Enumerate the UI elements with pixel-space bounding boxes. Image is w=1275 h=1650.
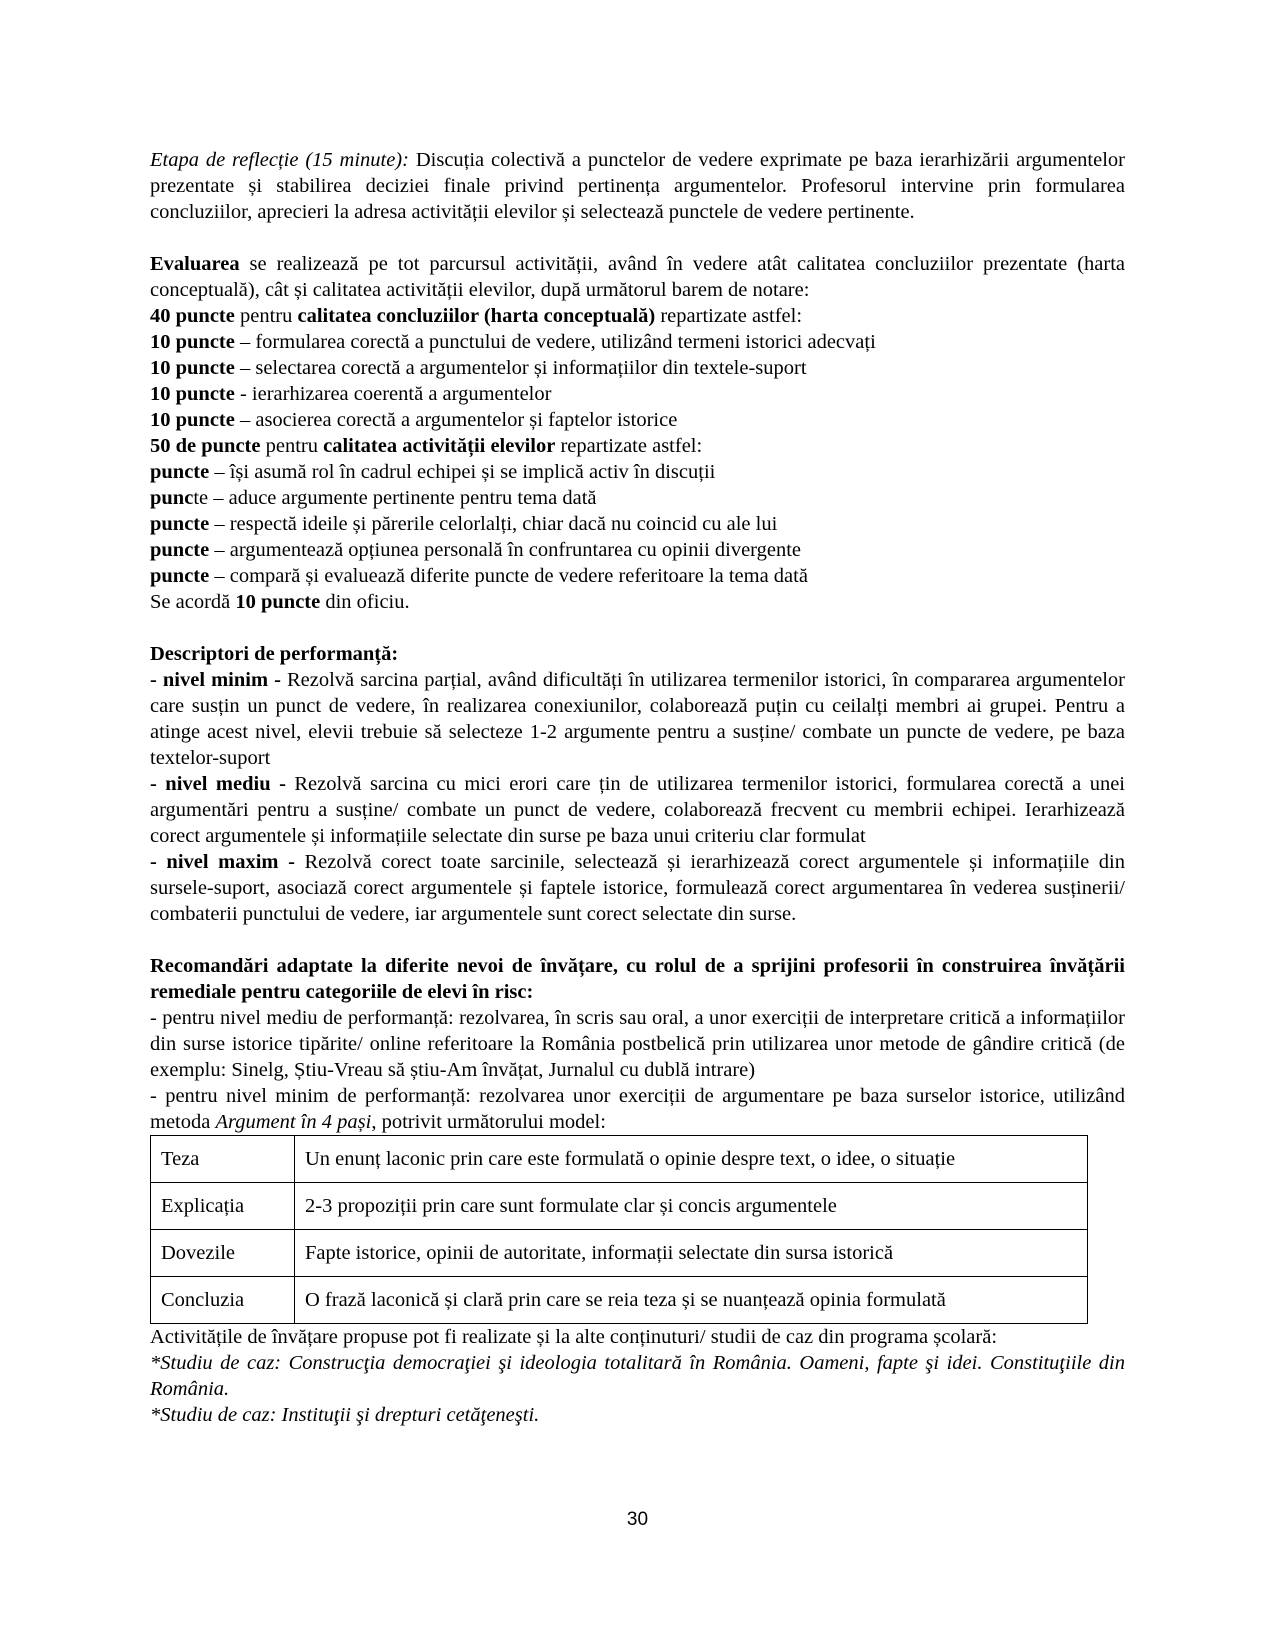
group1-criterion: calitatea concluziilor (harta conceptuală) [297, 305, 656, 327]
item-text: – argumentează opțiunea personală în confruntarea cu opinii divergente [209, 539, 802, 561]
descriptors-heading [150, 641, 1125, 667]
table-cell-description: Un enunț laconic prin care este formulată o opinie despre text, o idee, o situație [295, 1136, 1088, 1183]
descriptor-maxim-text: Rezolvă corect toate sarcinile, selectează și ierarhizează corect argumentele și informațiile din sursele-suport, asociază corect argumentele și faptele istorice, formulează corect argumentarea în vederea susținerii/ combaterii punctului de vedere, iar argumentele sunt corect selectate din surse. [150, 851, 1125, 925]
table-cell-description: O frază laconică și clară prin care se reia teza și se nuanțează opinia formulată [295, 1277, 1088, 1324]
recommendation-minim-method: Argument în 4 pași [215, 1111, 372, 1133]
item-text: te – aduce argumente pertinente pentru tema dată [193, 487, 597, 509]
group2-criterion: calitatea activității elevilor [323, 435, 556, 457]
table-row [151, 1277, 1088, 1324]
recommendation-minim-pre: - pentru nivel minim de performanță: rezolvarea unor exerciții de argumentare pe baza surselor istorice, utilizând metoda [150, 1085, 1125, 1133]
item-text: – selectarea corectă a argumentelor și informațiilor din textele-suport [234, 357, 807, 379]
table-row [151, 1230, 1088, 1277]
table-cell-term: Concluzia [151, 1277, 295, 1324]
item-points: puncte [150, 461, 210, 483]
reflection-paragraph [150, 147, 1125, 225]
descriptor-maxim-label: - nivel maxim - [150, 851, 295, 873]
group2-heading [150, 433, 1125, 459]
document-page [150, 147, 1125, 1428]
office-points: 10 puncte [235, 591, 321, 613]
descriptor-mediu [150, 771, 1125, 849]
descriptor-minim-text: Rezolvă sarcina parțial, având dificultăți în utilizarea termenilor istorici, în compararea argumentelor care susțin un punct de vedere, în realizarea conexiunilor, colaborează puțin cu ceilalți membri ai grupei. Pentru a atinge acest nivel, elevii trebuie să selecteze 1-2 argumente pentru a susține/ combate un puncte de vedere, pe baza textelor-suport [150, 669, 1125, 769]
item-points: 10 puncte [150, 409, 235, 431]
item-text: – își asumă rol în cadrul echipei și se implică activ în discuții [209, 461, 716, 483]
office-points-line [150, 589, 1125, 615]
group2-tail: repartizate astfel: [555, 435, 703, 457]
item-points: puncte [150, 565, 210, 587]
list-item [150, 381, 1125, 407]
item-text: – compară și evaluează diferite puncte de vedere referitoare la tema dată [209, 565, 808, 587]
item-points: puncte [150, 513, 210, 535]
descriptor-minim [150, 667, 1125, 771]
argument-table [150, 1135, 1088, 1324]
descriptor-maxim [150, 849, 1125, 927]
group1-heading [150, 303, 1125, 329]
list-item [150, 407, 1125, 433]
item-points: 10 puncte [150, 357, 235, 379]
recommendations-heading-text: Recomandări adaptate la diferite nevoi de învățare, cu rolul de a sprijini profesorii în construirea învățării remediale pentru categoriile de elevi în risc: [150, 955, 1125, 1003]
recommendations-heading [150, 953, 1125, 1005]
list-item [150, 485, 1125, 511]
closing-case-1 [150, 1350, 1125, 1402]
closing-case-1-text: *Studiu de caz: Construcţia democraţiei şi ideologia totalitară în România. Oameni, fapte şi idei. Constituţiile din România. [150, 1352, 1125, 1400]
list-item [150, 355, 1125, 381]
descriptors-heading-text: Descriptori de performanță: [150, 643, 399, 665]
list-item [150, 563, 1125, 589]
item-text: - ierarhizarea coerentă a argumentelor [234, 383, 552, 405]
list-item [150, 329, 1125, 355]
recommendation-minim [150, 1083, 1125, 1135]
item-text: – formularea corectă a punctului de vedere, utilizând termeni istorici adecvați [234, 331, 876, 353]
item-points: 10 puncte [150, 383, 235, 405]
office-post: din oficiu. [320, 591, 410, 613]
item-text: – respectă ideile și părerile celorlalți, chiar dacă nu coincid cu ale lui [209, 513, 778, 535]
table-cell-term: Teza [151, 1136, 295, 1183]
item-text: – asocierea corectă a argumentelor și faptelor istorice [234, 409, 678, 431]
group1-tail: repartizate astfel: [655, 305, 803, 327]
reflection-text: Discuția colectivă a punctelor de vedere exprimate pe baza ierarhizării argumentelor prezentate și stabilirea deciziei finale privind pertinența argumentelor. Profesorul intervine prin formularea concluziilor, aprecieri la adresa activității elevilor și selectează punctele de vedere pertinente. [150, 149, 1125, 223]
table-cell-term: Explicația [151, 1183, 295, 1230]
recommendation-mediu: - pentru nivel mediu de performanță: rezolvarea, în scris sau oral, a unor exerciții de interpretare critică a informațiilor din surse istorice tipărite/ online referitoare la România postbelică prin utilizarea unor metode de gândire critică (de exemplu: Sinelg, Știu-Vreau să știu-Am învățat, Jurnalul cu dublă intrare) [150, 1007, 1125, 1081]
list-item [150, 511, 1125, 537]
closing-case-2-text: *Studiu de caz: Instituţii şi drepturi cetăţeneşti. [150, 1404, 540, 1426]
closing-activities: Activitățile de învățare propuse pot fi realizate și la alte conținuturi/ studii de caz din programa școlară: [150, 1326, 998, 1348]
item-points: puncte [150, 539, 210, 561]
table-row [151, 1136, 1088, 1183]
group1-points: 40 puncte [150, 305, 235, 327]
evaluation-intro [150, 251, 1125, 303]
recommendation-minim-post: , potrivit următorului model: [371, 1111, 606, 1133]
descriptor-mediu-label: - nivel mediu - [150, 773, 286, 795]
item-points: 10 puncte [150, 331, 235, 353]
table-cell-description: 2-3 propoziții prin care sunt formulate clar și concis argumentele [295, 1183, 1088, 1230]
office-pre: Se acordă [150, 591, 236, 613]
table-cell-description: Fapte istorice, opinii de autoritate, informații selectate din sursa istorică [295, 1230, 1088, 1277]
closing-case-2 [150, 1402, 1125, 1428]
page-number: 30 [626, 1509, 649, 1530]
table-cell-term: Dovezile [151, 1230, 295, 1277]
group2-mid: pentru [260, 435, 324, 457]
group1-mid: pentru [234, 305, 298, 327]
evaluation-intro-text: se realizează pe tot parcursul activității, având în vedere atât calitatea concluziilor prezentate (harta conceptuală), cât și calitatea activității elevilor, după următorul barem de notare: [150, 253, 1125, 301]
group2-points: 50 de puncte [150, 435, 261, 457]
list-item [150, 537, 1125, 563]
descriptor-mediu-text: Rezolvă sarcina cu mici erori care țin de utilizarea termenilor istorici, formularea corectă a unei argumentări pentru a susține/ combate un punct de vedere, colaborează frecvent cu membrii echipei. Ierarhizează corect argumentele și informațiile selectate din surse pe baza unui criteriu clar formulat [150, 773, 1125, 847]
descriptor-minim-label: - nivel minim - [150, 669, 281, 691]
table-row [151, 1183, 1088, 1230]
reflection-label: Etapa de reflecție (15 minute): [150, 149, 409, 171]
list-item [150, 459, 1125, 485]
evaluation-intro-bold: Evaluarea [150, 253, 240, 275]
item-points: punc [150, 487, 194, 509]
